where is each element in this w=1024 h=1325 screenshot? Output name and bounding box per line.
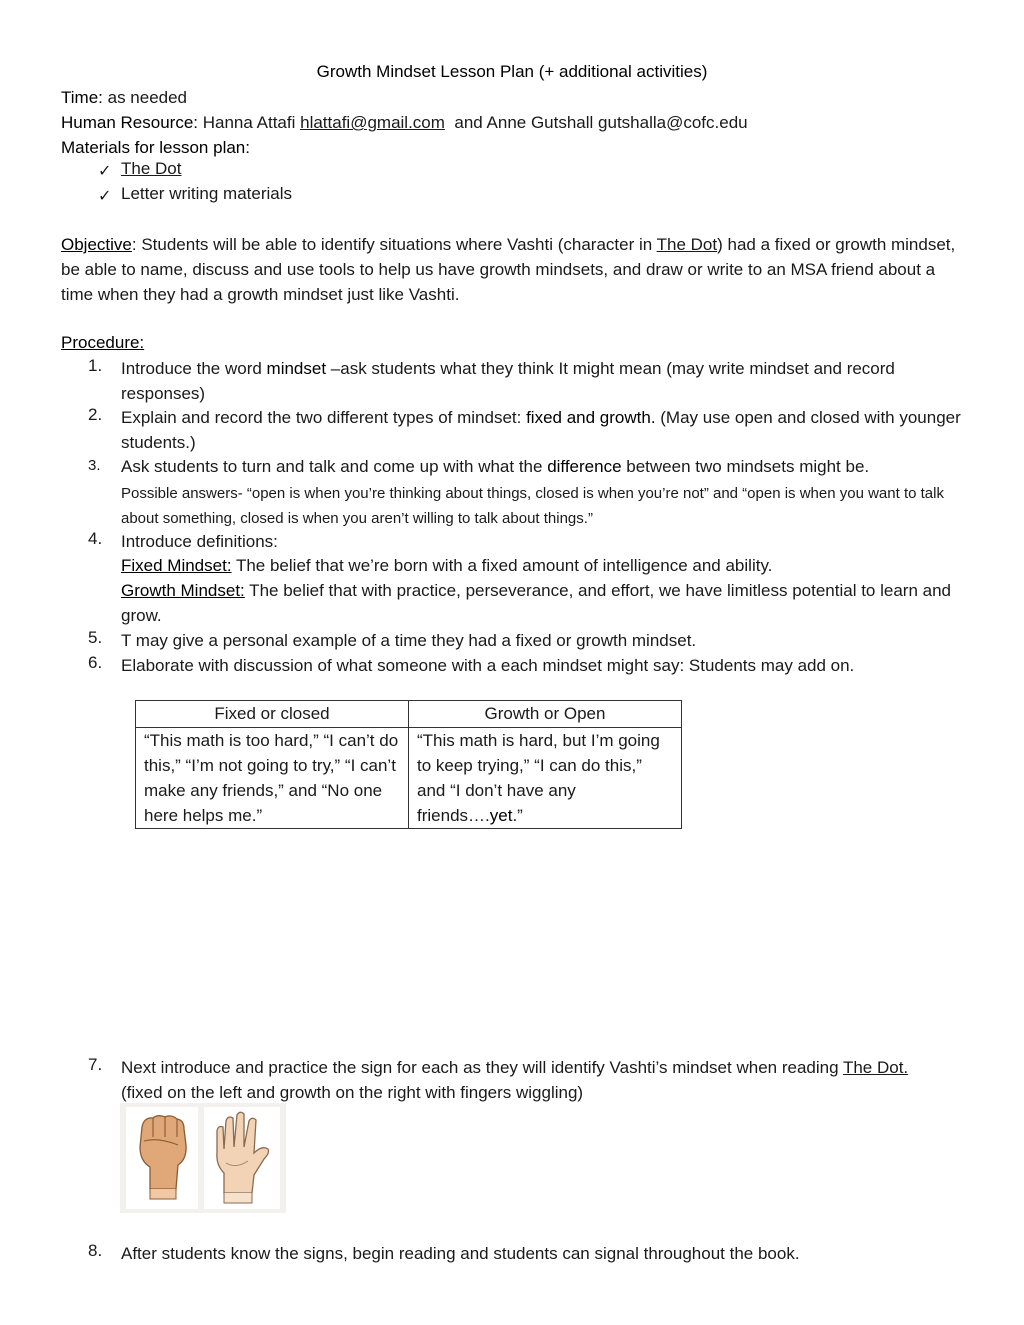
growth-label: Growth Mindset: — [121, 581, 245, 600]
step-keyword: fixed and growth. — [526, 408, 656, 427]
step-keyword: difference — [547, 457, 622, 476]
step-number: 5. — [88, 628, 103, 647]
step-number: 6. — [88, 653, 103, 672]
fixed-definition — [121, 553, 971, 578]
table-header: Fixed or closed — [136, 701, 409, 728]
table-header-row — [136, 701, 682, 728]
book-title: The Dot. — [842, 1058, 909, 1077]
cell-text: .” — [512, 806, 523, 825]
human-resource-line — [61, 110, 748, 135]
fixed-examples-cell: “This math is too hard,” “I can’t do this,” “I’m not going to try,” “I can’t make any friends,” and “No one here helps me.” — [136, 728, 409, 829]
time-label: Time: — [61, 88, 103, 107]
step-2 — [121, 405, 971, 455]
step-number: 1. — [88, 356, 103, 375]
step-number: 2. — [88, 405, 103, 424]
step-7 — [121, 1055, 941, 1105]
objective-paragraph — [61, 232, 961, 307]
time-value: as needed — [107, 88, 188, 107]
step-6: Elaborate with discussion of what someone with a each mindset might say: Students may add on. — [121, 656, 855, 675]
step-number: 8. — [88, 1241, 103, 1260]
table-row — [136, 728, 682, 829]
procedure-label: Procedure: — [61, 333, 145, 352]
checkmark-icon: ✓ — [98, 163, 112, 180]
step-text: between two mindsets might be. — [621, 457, 870, 476]
possible-answers: Possible answers- “open is when you’re thinking about things, closed is when you’re not” and “open is when you want to talk about something, closed is when you aren’t willing to talk about things.” — [121, 485, 944, 527]
growth-examples-cell — [409, 728, 682, 829]
page-title: Growth Mindset Lesson Plan (+ additional activities) — [316, 62, 708, 81]
step-1 — [121, 356, 971, 406]
step-4: Introduce definitions: — [121, 532, 278, 551]
step-5: T may give a personal example of a time they had a fixed or growth mindset. — [121, 631, 697, 650]
step-number: 4. — [88, 529, 103, 548]
checkmark-icon: ✓ — [98, 188, 112, 205]
step-text: (May use open and closed with younger students.) — [121, 408, 961, 452]
objective-label: Objective — [61, 235, 132, 254]
step-text: Explain and record the two different types of mindset: — [121, 408, 527, 427]
step-number: 7. — [88, 1055, 103, 1074]
cell-keyword: yet — [489, 806, 513, 825]
step-text: (fixed on the left and growth on the right with fingers wiggling) — [121, 1083, 584, 1102]
human-resource-joiner: and Anne Gutshall gutshalla@cofc.edu — [454, 113, 748, 132]
growth-definition — [121, 578, 971, 628]
step-text: –ask students what they think It might mean (may write mindset and record responses) — [121, 359, 895, 403]
step-text: Ask students to turn and talk and come up with what the — [121, 457, 548, 476]
step-text: Next introduce and practice the sign for each as they will identify Vashti’s mindset when reading — [121, 1058, 843, 1077]
human-resource-name: Hanna Attafi — [202, 113, 296, 132]
book-title: The Dot — [656, 235, 718, 254]
objective-text: : Students will be able to identify situations where Vashti (character in — [131, 235, 657, 254]
material-item: Letter writing materials — [121, 184, 293, 203]
step-8: After students know the signs, begin reading and students can signal throughout the book. — [121, 1244, 800, 1263]
human-resource-label: Human Resource: — [61, 113, 199, 132]
objective-text: ) had a fixed or growth mindset, be able to name, discuss and use tools to help us have growth mindsets, and draw or write to an MSA friend about a time when they had a growth mindset just like Vashti. — [61, 235, 956, 304]
mindset-table — [135, 700, 682, 829]
material-item[interactable]: The Dot — [121, 159, 182, 178]
materials-label: Materials for lesson plan: — [61, 138, 250, 157]
fist-sign-icon — [120, 1103, 286, 1213]
step-number: 3. — [88, 457, 101, 474]
definition-text: The belief that with practice, perseverance, and effort, we have limitless potential to learn and grow. — [121, 581, 951, 625]
cell-text: “This math is hard, but I’m going to keep trying,” “I can do this,” and “I don’t have any friends…. — [417, 731, 660, 825]
hand-signs-image — [120, 1103, 286, 1213]
time-line — [61, 85, 187, 110]
definition-text: The belief that we’re born with a fixed amount of intelligence and ability. — [231, 556, 773, 575]
table-header: Growth or Open — [409, 701, 682, 728]
email-link[interactable]: hlattafi@gmail.com — [300, 113, 445, 132]
step-keyword: mindset — [266, 359, 327, 378]
step-3 — [121, 454, 971, 479]
fixed-label: Fixed Mindset: — [121, 556, 232, 575]
step-text: Introduce the word — [121, 359, 267, 378]
